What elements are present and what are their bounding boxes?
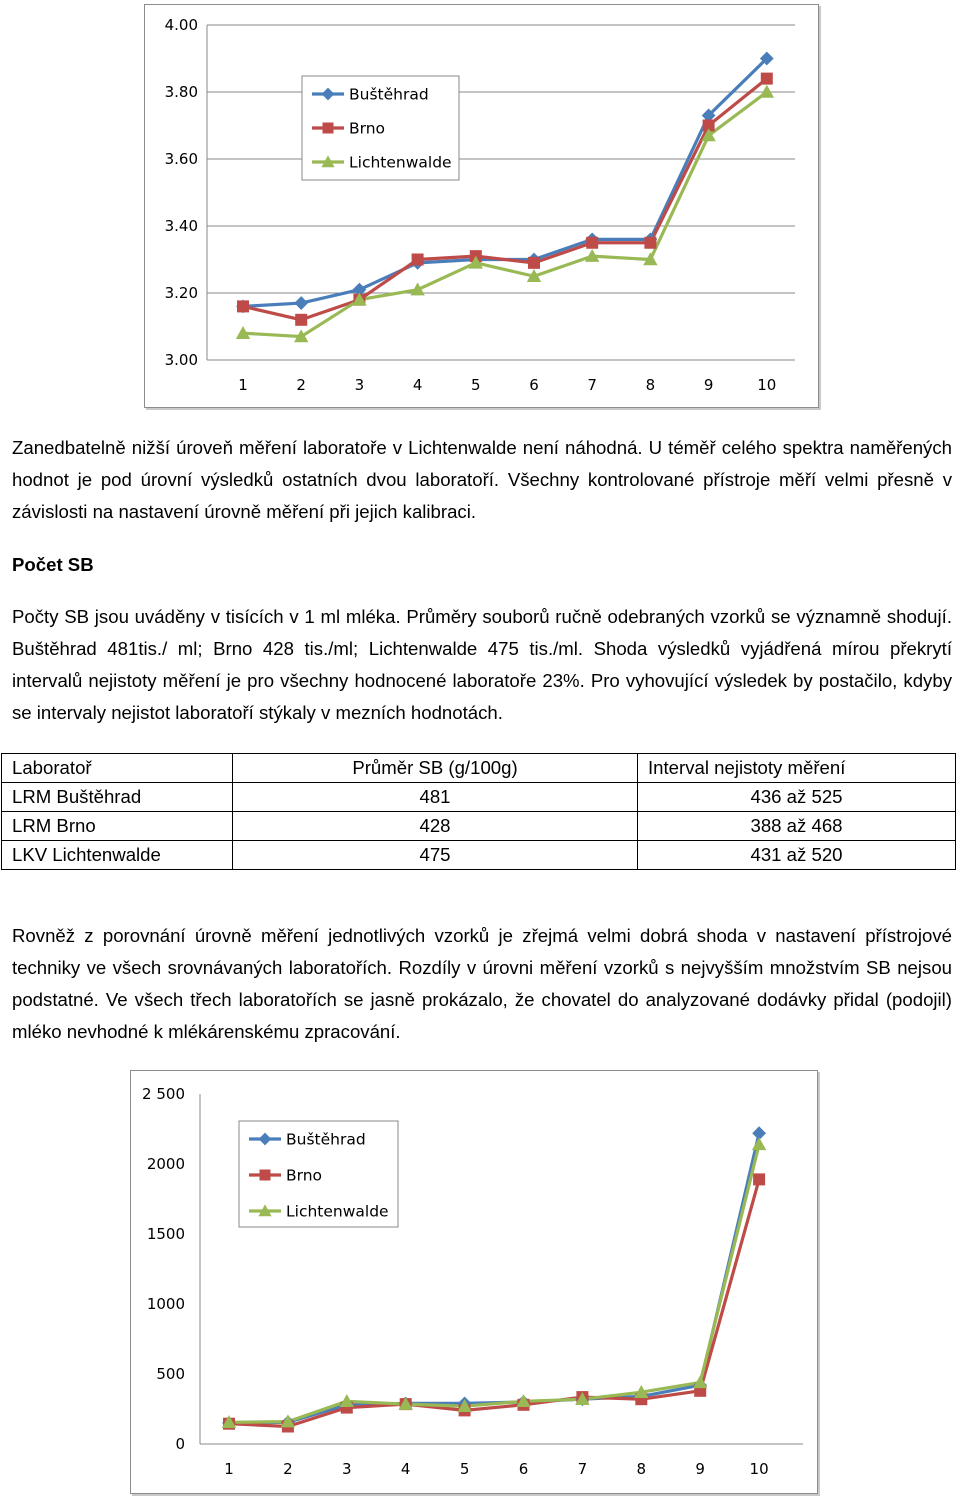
chart2-y-tick-label: 2000 [146,1155,185,1173]
table-cell: 431 až 520 [638,841,956,870]
chart1-legend-label: Buštěhrad [349,85,429,104]
chart-quality-svg [145,5,818,407]
table-cell: 388 až 468 [638,812,956,841]
chart2-y-tick-label: 0 [175,1435,185,1453]
chart2-y-tick-label: 1000 [146,1295,185,1313]
chart1-y-tick-label: 4.00 [164,16,198,34]
chart2-legend-label: Lichtenwalde [286,1202,389,1221]
chart1-x-tick-label: 7 [587,376,597,394]
chart2-x-tick-label: 10 [749,1460,769,1478]
chart2-y-tick-label: 1500 [146,1225,185,1243]
table-cell: LRM Buštěhrad [2,783,233,812]
chart2-x-tick-label: 2 [283,1460,293,1478]
chart1-y-tick-label: 3.80 [164,83,198,101]
table-cell: 436 až 525 [638,783,956,812]
chart2-x-tick-label: 7 [577,1460,588,1478]
chart2-point-s2-10 [753,1173,765,1185]
chart1-x-tick-label: 3 [354,376,365,394]
table-cell: 481 [233,783,638,812]
chart1-x-tick-label: 2 [296,376,306,394]
chart1-y-tick-label: 3.40 [164,217,198,235]
table-row [2,841,956,870]
table-header-row [2,754,956,783]
chart1-point-s2-8 [644,237,656,249]
chart2-legend-label: Brno [286,1166,323,1185]
chart-somatic-cells [130,1070,818,1494]
chart1-point-s2-2 [295,314,307,326]
table-header-cell: Interval nejistoty měření [638,754,956,783]
table-header-cell: Průměr SB (g/100g) [233,754,638,783]
table-header-cell: Laboratoř [2,754,233,783]
chart1-point-s2-1 [237,300,249,312]
table-cell: LRM Brno [2,812,233,841]
chart1-legend-label: Brno [349,119,386,138]
chart1-y-tick-label: 3.20 [164,284,198,302]
chart2-legend-marker [260,1170,271,1181]
table-row [2,812,956,841]
chart1-point-s3-10 [760,85,774,98]
table-cell: 475 [233,841,638,870]
chart2-x-tick-label: 3 [342,1460,352,1478]
chart1-point-s2-10 [761,73,773,85]
chart2-x-tick-label: 8 [636,1460,647,1478]
chart-quality [144,4,819,408]
chart2-y-tick-label: 2 500 [142,1085,185,1103]
paragraph-intro: Zanedbatelně nižší úroveň měření laboratoře v Lichtenwalde není náhodná. U téměř celého spektra naměřených hodnot je pod úrovní výsledků ostatních dvou laboratoří. Všechny kontrolované přístroje měří velmi přesně v závislosti na nastavení úrovně měření při jejich kalibraci. [12,437,952,522]
chart-somatic-cells-svg [131,1071,817,1493]
paragraph-somatic-cells: Počty SB jsou uváděny v tisících v 1 ml mléka. Průměry souborů ručně odebraných vzorků se významně shodují. Buštěhrad 481tis./ ml; Brno 428 tis./ml; Lichtenwalde 475 tis./ml. Shoda výsledků vyjádřená mírou překrytí intervalů nejistoty měření je pro všechny hodnocené laboratoře 23%. Pro vyhovující výsledek by postačilo, kdyby se intervaly nejistot laboratoří stýkaly v mezních hodnotách. [12,606,952,723]
chart2-y-tick-label: 500 [156,1365,185,1383]
chart1-x-tick-label: 5 [471,376,481,394]
paragraph-comparison: Rovněž z porovnání úrovně měření jednotlivých vzorků je zřejmá velmi dobrá shoda v nastavení přístrojové techniky ve všech srovnávaných laboratořích. Rozdíly v úrovni měření vzorků s nejvyšším množstvím SB nejsou podstatné. Ve všech třech laboratořích se jasně prokázalo, že chovatel do analyzované dodávky přidal (podojil) mléko nevhodné k mlékárenskému zpracování. [12,925,952,1042]
chart2-x-tick-label: 1 [224,1460,234,1478]
chart2-x-tick-label: 6 [518,1460,529,1478]
chart1-x-tick-label: 1 [238,376,248,394]
results-table [1,753,956,870]
chart1-y-tick-label: 3.60 [164,150,198,168]
table-cell: LKV Lichtenwalde [2,841,233,870]
section-heading-pocet-sb: Počet SB [12,554,94,575]
chart1-point-s2-4 [412,254,424,266]
chart1-legend-label: Lichtenwalde [349,153,452,172]
chart1-x-tick-label: 10 [757,376,777,394]
chart1-x-tick-label: 4 [412,376,423,394]
chart2-x-tick-label: 9 [695,1460,705,1478]
chart1-x-tick-label: 6 [529,376,539,394]
table-cell: 428 [233,812,638,841]
chart1-y-tick-label: 3.00 [164,351,198,369]
chart2-point-s3-10 [752,1137,766,1150]
chart2-legend-label: Buštěhrad [286,1130,366,1149]
chart1-point-s1-2 [294,296,308,310]
chart1-point-s2-6 [528,257,540,269]
chart2-x-tick-label: 5 [459,1460,470,1478]
chart1-x-tick-label: 8 [645,376,656,394]
chart2-x-tick-label: 4 [400,1460,411,1478]
table-row [2,783,956,812]
chart1-x-tick-label: 9 [703,376,714,394]
chart1-legend-marker [323,123,334,134]
chart1-point-s2-7 [586,237,598,249]
